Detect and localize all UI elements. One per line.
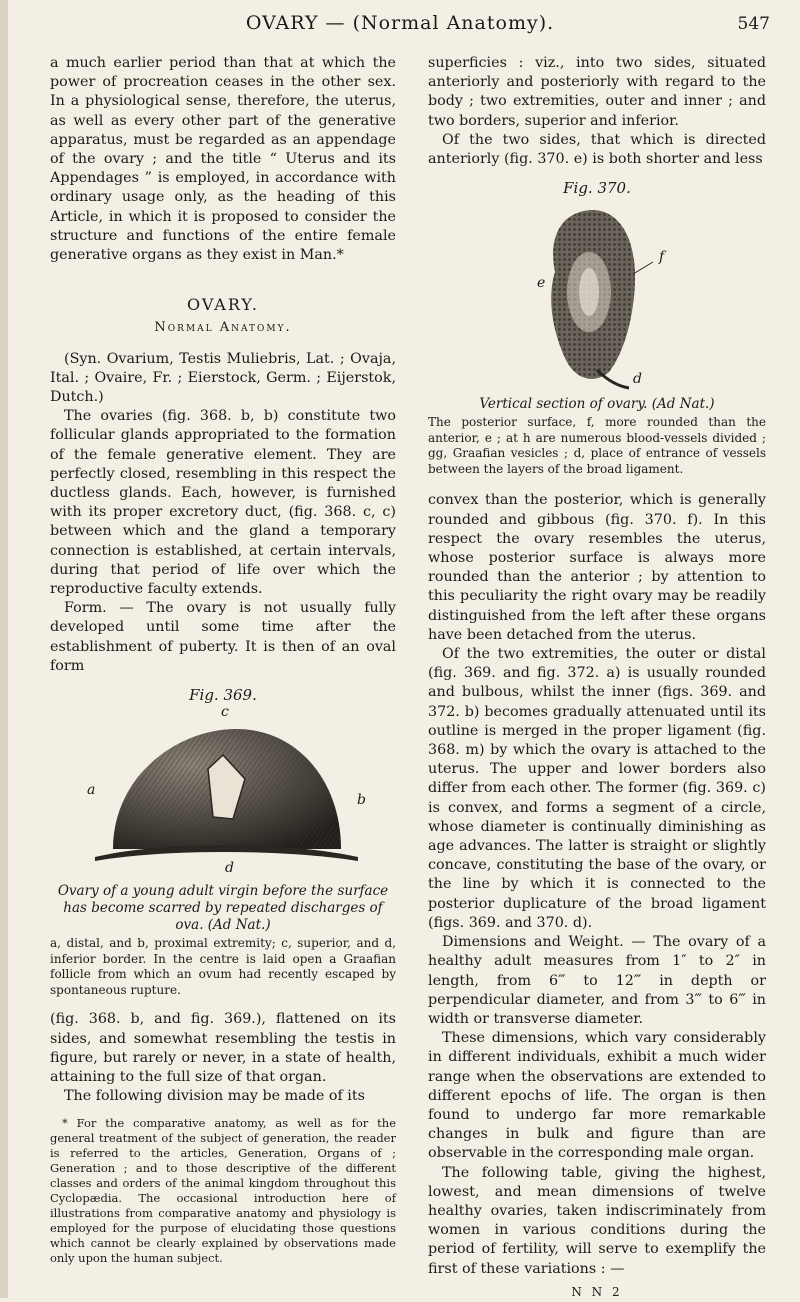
running-header xyxy=(0,12,800,42)
paragraph: Of the two sides, that which is directed anteriorly (fig. 370. e) is both shorter and less xyxy=(428,131,766,168)
paragraph: The ovaries (fig. 368. b, b) constitute two follicular glands appropriated to the formation of the female generative element. They are perfectly closed, resembling in this respect the ductless glands. Each, however, is furnished with its proper excretory duct, (fig. 368. c, c) between which and the gland a temporary connection is established, at certain intervals, during that period of life over which the reproductive faculty extends. xyxy=(50,408,396,598)
paragraph: convex than the posterior, which is generally rounded and gibbous (fig. 370. f). In this respect the ovary resembles the uterus, whose posterior surface is always more rounded than the anterior ; by attention to this peculiarity the right ovary may be readily distinguished from the left after these organs have been detached from the uterus. xyxy=(428,492,766,643)
footnote-text: * For the comparative anatomy, as well as for the general treatment of the subject of generation, the reader is referred to the articles, Generation, Organs of ; Generation ; and to those descriptive of the different classes and orders of the animal kingdom throughout this Cyclopædia. The occasional introduction here of illustrations from comparative anatomy and physiology is employed for the purpose of elucidating those questions which cannot be clearly explained by observations made only upon the human subject. xyxy=(50,1116,396,1266)
label-d: d xyxy=(225,860,234,877)
paragraph: Dimensions and Weight. — The ovary of a healthy adult measures from 1″ to 2″ in length, from 6‴ to 12‴ in depth or perpendicular diameter, and from 3‴ to 6‴ in width or transverse diameter. xyxy=(428,934,766,1027)
paragraph: These dimensions, which vary considerably in different individuals, exhibit a much wider range when the observations are extended to different epochs of life. The organ is then found to undergo far more remarkable changes in bulk and figure than are observable in the corresponding male organ. xyxy=(428,1030,766,1162)
running-title: OVARY — (Normal Anatomy). xyxy=(245,12,555,34)
paragraph: a much earlier period than that at which the power of procreation ceases in the other sex. In a physiological sense, therefore, the uterus, as well as every other part of the generative apparatus, must be regarded as an appendage of the ovary ; and the title “ Uterus and its Appendages ” is employed, in accordance with ordinary usage only, as the heading of this Article, in which it is proposed to consider the structure and functions of the entire female generative organs as they exist in Man.* xyxy=(50,55,396,264)
paragraph: Form. — The ovary is not usually fully developed until some time after the establishment of puberty. It is then of an oval form xyxy=(50,600,396,674)
synonyms: (Syn. Ovarium, Testis Muliebris, Lat. ; Ovaja, Ital. ; Ovaire, Fr. ; Eierstock, Germ. ; Eijerstok, Dutch.) xyxy=(50,350,396,406)
figure-370-caption: The posterior surface, f, more rounded than the anterior, e ; at h are numerous blood-vessels divided ; gg, Graafian vesicles ; d, place of entrance of vessels between the layers of the broad ligament. xyxy=(428,415,766,476)
label-b: b xyxy=(357,792,366,809)
ovary-illustration xyxy=(73,709,373,869)
page-number: 547 xyxy=(737,14,770,34)
right-column xyxy=(428,54,766,1302)
paragraph: (fig. 368. b, and fig. 369.), flattened on its sides, and somewhat resembling the testis in figure, but rarely or never, in a state of health, attaining to the full size of that organ. xyxy=(50,1011,396,1085)
section-title: OVARY. xyxy=(187,295,259,315)
figure-369-caption: a, distal, and b, proximal extremity; c, superior, and d, inferior border. In the centre is laid open a Graafian follicle from which an ovum had recently escaped by spontaneous rupture. xyxy=(50,936,396,997)
label-a: a xyxy=(87,782,96,799)
label-c: c xyxy=(221,704,229,721)
left-column xyxy=(50,54,396,1266)
figure-370-label: Fig. 370. xyxy=(563,179,631,198)
signature-mark: N N 2 xyxy=(571,1284,623,1299)
paragraph: Of the two extremities, the outer or distal (fig. 369. and fig. 372. a) is usually rounded and bulbous, whilst the inner (figs. 369. and 372. b) becomes gradually attenuated until its outline is merged in the proper ligament (fig. 368. m) by which the ovary is attached to the uterus. The upper and lower borders also differ from each other. The former (fig. 369. c) is convex, and forms a segment of a circle, whose diameter is continually diminishing as age advances. The latter is straight or slightly concave, constituting the base of the ovary, or the line by which it is connected to the posterior duplicature of the broad ligament (figs. 369. and 370. d). xyxy=(428,646,766,931)
figure-369-label: Fig. 369. xyxy=(189,686,257,705)
label-d: d xyxy=(633,371,642,388)
label-f: f xyxy=(659,249,665,266)
section-subtitle: Normal Anatomy. xyxy=(154,320,292,336)
paragraph: superficies : viz., into two sides, situated anteriorly and posteriorly with regard to the body ; two extremities, outer and inner ; and two borders, superior and inferior. xyxy=(428,55,766,129)
paragraph: The following division may be made of its xyxy=(64,1088,365,1105)
figure-369-title: Ovary of a young adult virgin before the surface has become scarred by repeated discharges of ova. (Ad Nat.) xyxy=(57,883,389,934)
label-e: e xyxy=(537,275,546,292)
figure-370-title: Vertical section of ovary. (Ad Nat.) xyxy=(479,396,715,413)
paragraph: The following table, giving the highest, lowest, and mean dimensions of twelve healthy ovaries, taken indiscriminately from women in various conditions during the period of fertility, will serve to exemplify the first of these variations : — xyxy=(428,1164,766,1277)
figure-370 xyxy=(497,202,697,392)
ovary-section-illustration xyxy=(497,202,697,392)
footnote xyxy=(50,1116,396,1266)
figure-369 xyxy=(73,704,373,877)
page-edge-shadow xyxy=(0,0,8,1298)
